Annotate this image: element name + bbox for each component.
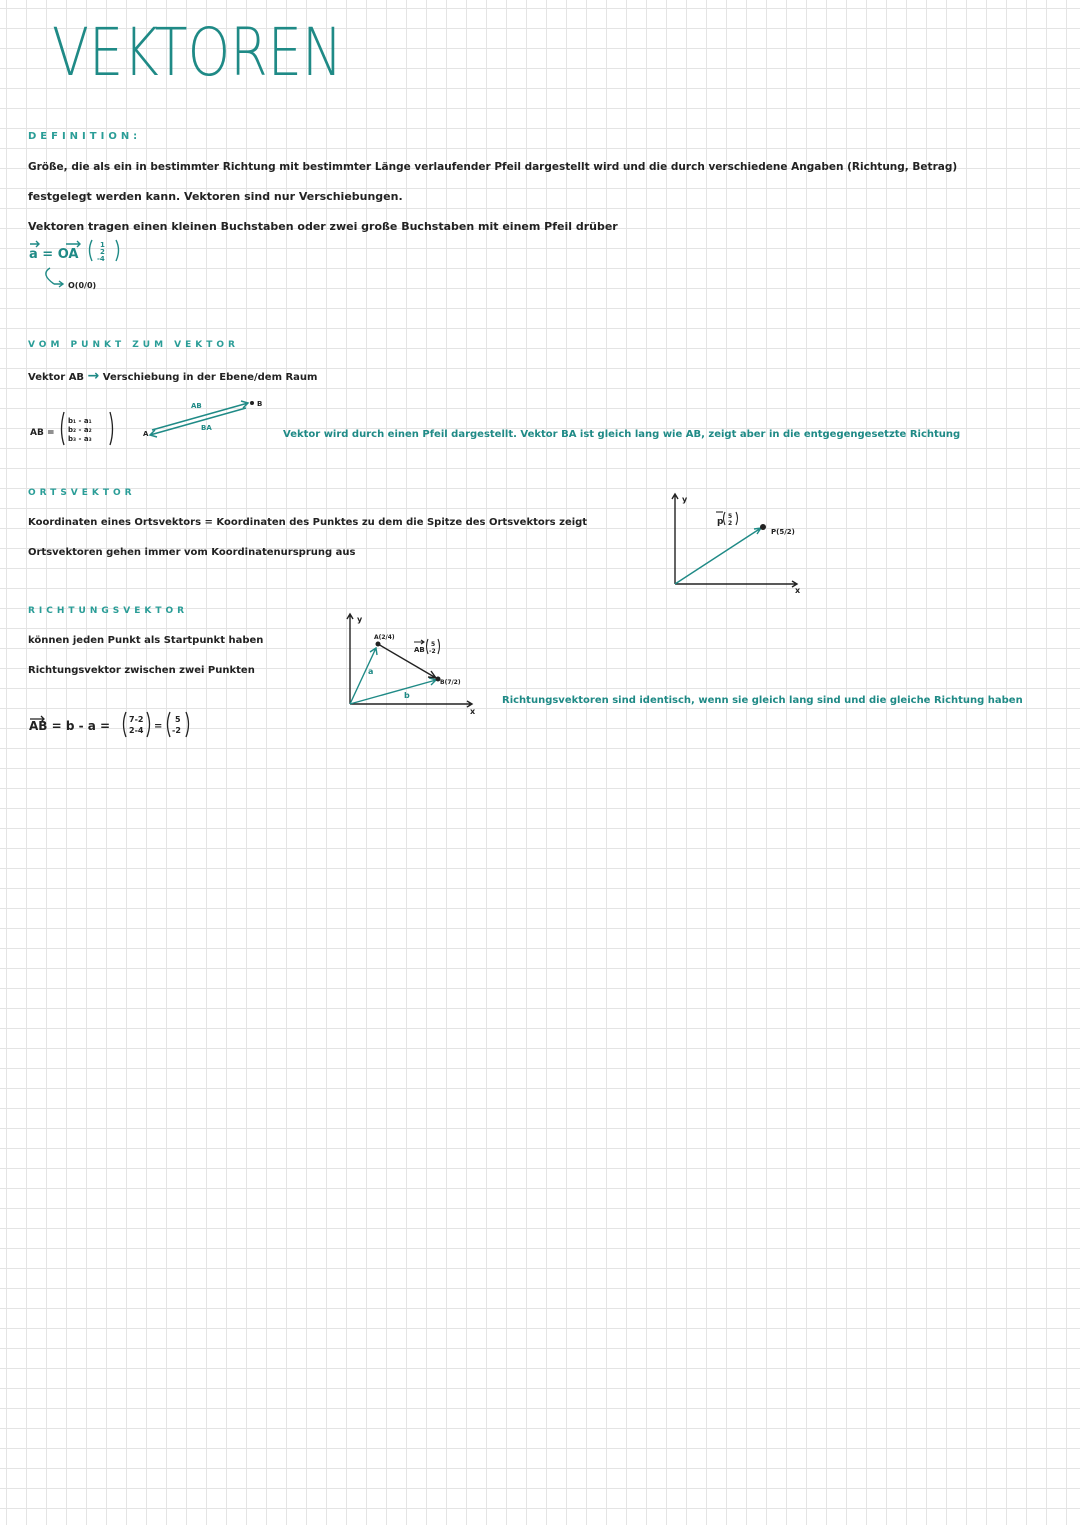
- svg-text:1: 1: [100, 241, 105, 249]
- punkt-zum-vektor-note: Vektor wird durch einen Pfeil dargestellt. Vektor BA ist gleich lang wie AB, zeigt aber in die entgegengesetzte Richtung: [283, 429, 961, 440]
- definition-line-1: Größe, die als ein in bestimmter Richtung mit bestimmter Länge verlaufender Pfeil dargestellt wird und die durch verschiedene Angaben (Richtung, Betrag): [28, 161, 958, 173]
- svg-text:-2: -2: [429, 648, 436, 655]
- point-b-label: B(7/2): [440, 679, 461, 686]
- richtungsvektor-formula: [26, 704, 206, 744]
- richtungsvektor-diagram: [340, 608, 490, 716]
- ab-vector-label: AB: [414, 646, 425, 654]
- svg-text:5: 5: [175, 715, 181, 724]
- definition-formula: [26, 234, 166, 294]
- punkt-zum-vektor-diagram: [26, 390, 276, 450]
- vektor-ab-text: Vektor AB: [28, 372, 85, 383]
- svg-text:2-4: 2-4: [129, 726, 144, 735]
- verschiebung-text: Verschiebung in der Ebene/dem Raum: [102, 372, 318, 383]
- richtungsvektor-note: Richtungsvektoren sind identisch, wenn sie gleich lang sind und die gleiche Richtung haben: [502, 695, 1023, 706]
- svg-text:b₂ - a₂: b₂ - a₂: [68, 426, 92, 434]
- punkt-zum-vektor-heading: VOM PUNKT ZUM VEKTOR: [28, 340, 239, 350]
- page-title: VEKTOREN: [52, 14, 343, 91]
- svg-text:b₁ - a₁: b₁ - a₁: [68, 417, 92, 425]
- svg-text:AB = b - a =: AB = b - a =: [29, 719, 111, 733]
- definition-line-3: Vektoren tragen einen kleinen Buchstaben oder zwei große Buchstaben mit einem Pfeil drüber: [28, 220, 618, 233]
- svg-text:-2: -2: [172, 726, 181, 735]
- vector-b-label: b: [404, 691, 410, 700]
- ortsvektor-line-2: Ortsvektoren gehen immer vom Koordinatenursprung aus: [28, 547, 356, 558]
- svg-text:-4: -4: [97, 255, 105, 263]
- richtungsvektor-line-1: können jeden Punkt als Startpunkt haben: [28, 635, 264, 646]
- ortsvektor-heading: ORTSVEKTOR: [28, 488, 136, 498]
- implies-arrow-icon: →: [87, 368, 100, 384]
- point-a-label: A(2/4): [374, 634, 395, 641]
- richtungsvektor-heading: RICHTUNGSVEKTOR: [28, 606, 189, 616]
- ortsvektor-diagram: [665, 488, 815, 594]
- origin-label: O(0/0): [68, 281, 97, 290]
- p-vector-label: p: [717, 517, 724, 527]
- label-a: A: [143, 430, 149, 438]
- svg-text:x: x: [470, 707, 476, 716]
- richtungsvektor-line-2: Richtungsvektor zwischen zwei Punkten: [28, 665, 255, 676]
- vector-a-label: a: [368, 667, 374, 676]
- svg-text:7-2: 7-2: [129, 715, 144, 724]
- ab-equals: AB =: [30, 428, 55, 438]
- label-b: B: [257, 400, 263, 408]
- definition-line-2: festgelegt werden kann. Vektoren sind nur Verschiebungen.: [28, 190, 403, 203]
- svg-text:b₃ - a₃: b₃ - a₃: [68, 435, 92, 443]
- svg-text:=: =: [154, 721, 163, 732]
- punkt-zum-vektor-line: [28, 368, 317, 384]
- label-ab: AB: [191, 402, 202, 410]
- ortsvektor-line-1: Koordinaten eines Ortsvektors = Koordinaten des Punktes zu dem die Spitze des Ortsvektors zeigt: [28, 517, 588, 528]
- svg-text:y: y: [357, 615, 363, 624]
- svg-text:x: x: [795, 586, 801, 594]
- definition-formula-text: a = OA: [29, 247, 79, 262]
- definition-heading: DEFINITION:: [28, 131, 142, 142]
- svg-text:5: 5: [431, 641, 436, 648]
- label-ba: BA: [201, 424, 212, 432]
- svg-text:y: y: [682, 495, 688, 504]
- svg-text:2: 2: [100, 248, 105, 256]
- svg-text:5: 5: [728, 513, 733, 520]
- point-p-label: P(5/2): [771, 528, 795, 536]
- svg-text:2: 2: [728, 520, 733, 527]
